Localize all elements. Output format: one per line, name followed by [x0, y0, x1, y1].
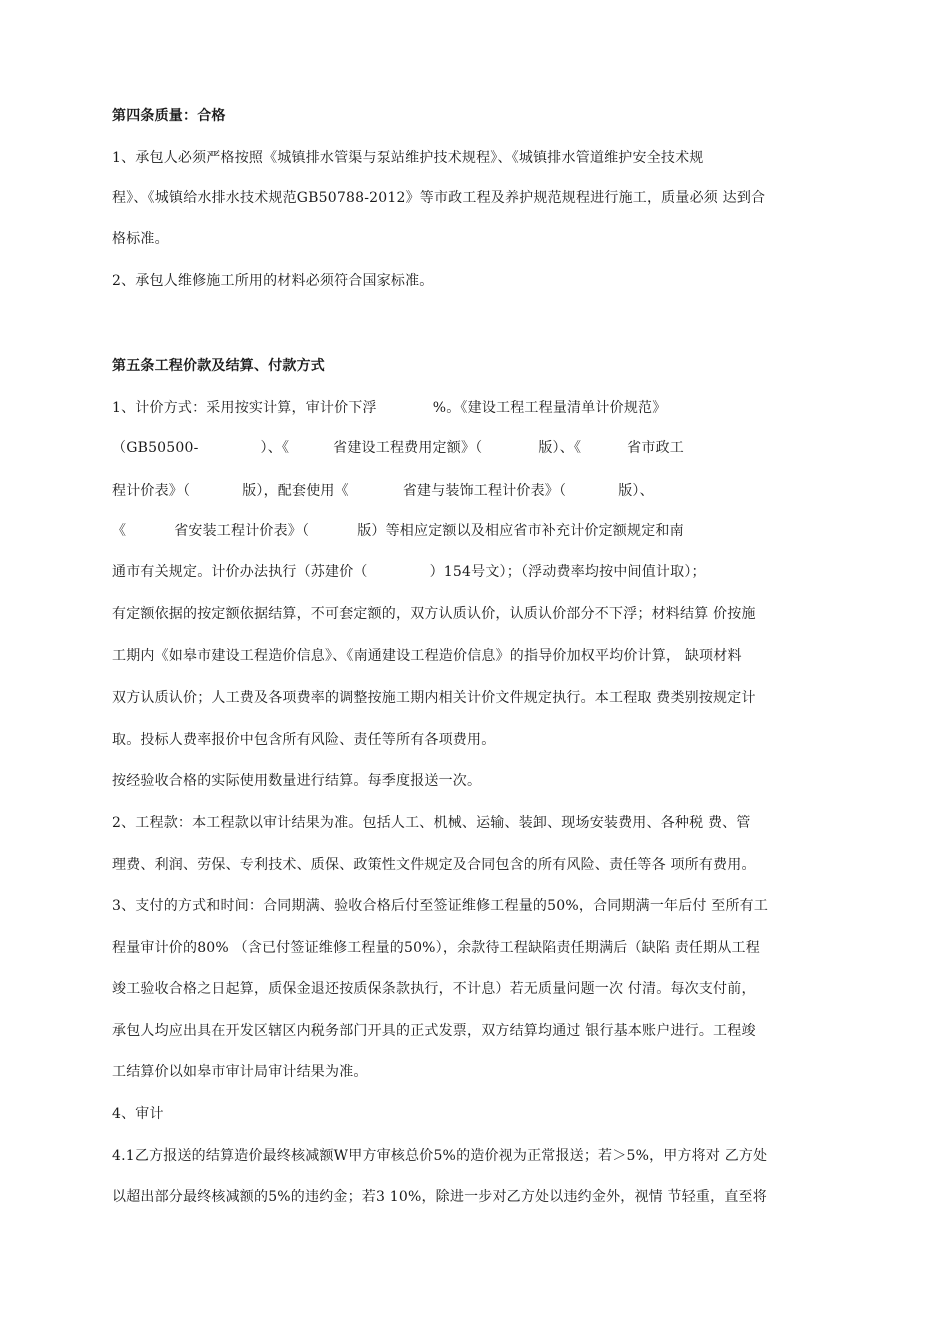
paragraph-line: 工结算价以如皋市审计局审计结果为准。 — [112, 1064, 368, 1080]
paragraph-line: 4、审计 — [112, 1106, 164, 1122]
paragraph-line: 《 省安装工程计价表》（ 版）等相应定额以及相应省市补充计价定额规定和南 — [112, 523, 684, 539]
paragraph-line: 程》、《城镇给水排水技术规范GB50788-2012》等市政工程及养护规范规程进行施工，质量必须 达到合 — [112, 190, 766, 206]
paragraph-line: 程量审计价的80% （含已付签证维修工程量的50%），余款待工程缺陷责任期满后（缺陷 责任期从工程 — [112, 940, 760, 956]
paragraph-line: 承包人均应出具在开发区辖区内税务部门开具的正式发票，双方结算均通过 银行基本账户进行。工程竣 — [112, 1023, 756, 1039]
paragraph-line: 理费、利润、劳保、专利技术、质保、政策性文件规定及合同包含的所有风险、责任等各 项所有费用。 — [112, 857, 756, 873]
paragraph-line: 取。投标人费率报价中包含所有风险、责任等所有各项费用。 — [112, 732, 496, 748]
paragraph-line: 程计价表》（ 版），配套使用《 省建与装饰工程计价表》（ 版）、 — [112, 483, 654, 499]
paragraph-line: 按经验收合格的实际使用数量进行结算。每季度报送一次。 — [112, 773, 482, 789]
paragraph-line: 1、计价方式：采用按实计算，审计价下浮 %。《建设工程工程量清单计价规范》 — [112, 400, 667, 416]
paragraph-line: 2、工程款：本工程款以审计结果为准。包括人工、机械、运输、装卸、现场安装费用、各种税 费、管 — [112, 815, 751, 831]
paragraph-line: 竣工验收合格之日起算，质保金退还按质保条款执行，不计息）若无质量问题一次 付清。每次支付前， — [112, 981, 756, 997]
paragraph-line: 4.1乙方报送的结算造价最终核减额W甲方审核总价5%的造价视为正常报送；若＞5%，甲方将对 乙方处 — [112, 1148, 768, 1164]
paragraph-line: 2、承包人维修施工所用的材料必须符合国家标准。 — [112, 273, 434, 289]
paragraph-line: 3、支付的方式和时间：合同期满、验收合格后付至签证维修工程量的50%，合同期满一年后付 至所有工 — [112, 898, 769, 914]
paragraph-line: （GB50500- ）、《 省建设工程费用定额》（ 版）、《 省市政工 — [112, 440, 684, 456]
paragraph-line: 有定额依据的按定额依据结算，不可套定额的，双方认质认价，认质认价部分不下浮；材料结算 价按施 — [112, 606, 756, 622]
paragraph-line: 工期内《如皋市建设工程造价信息》、《南通建设工程造价信息》的指导价加权平均价计算， 缺项材料 — [112, 648, 742, 664]
paragraph-line: 格标准。 — [112, 231, 169, 247]
section-5-title: 第五条工程价款及结算、付款方式 — [112, 358, 325, 374]
paragraph-line: 双方认质认价；人工费及各项费率的调整按施工期内相关计价文件规定执行。本工程取 费类别按规定计 — [112, 690, 756, 706]
paragraph-line: 通市有关规定。计价办法执行（苏建价（ ）154号文）；（浮动费率均按中间值计取）； — [112, 564, 706, 580]
paragraph-line: 1、承包人必须严格按照《城镇排水管渠与泵站维护技术规程》、《城镇排水管道维护安全技术规 — [112, 150, 704, 166]
paragraph-line: 以超出部分最终核减额的5%的违约金；若3 10%，除进一步对乙方处以违约金外，视情 节轻重，直至将 — [112, 1189, 767, 1205]
section-4-title: 第四条质量：合格 — [112, 108, 226, 124]
